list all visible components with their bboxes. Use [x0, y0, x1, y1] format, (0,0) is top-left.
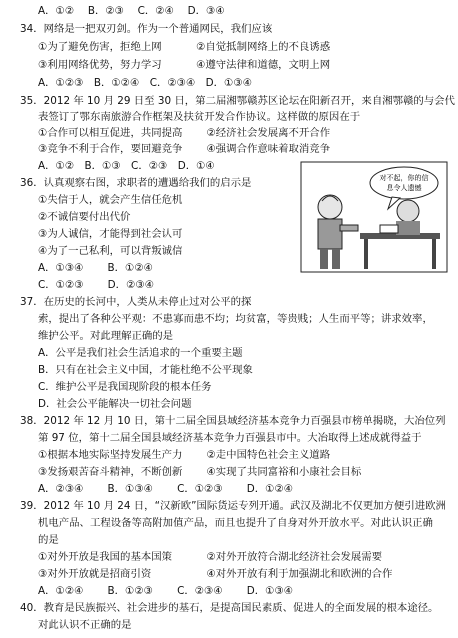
- text-line: A．①② B．②③ C．②④ D．③④: [38, 5, 225, 17]
- text-line: 的是: [38, 534, 59, 546]
- text-line: D．社会公平能解决一切社会问题: [38, 398, 192, 410]
- text-line: A．①③④ B．①②④: [38, 262, 153, 274]
- text-line: ③利用网络优势，努力学习 ④遵守法律和道德，文明上网: [38, 59, 331, 71]
- text-line: ③为人诚信，才能得到社会认可: [38, 228, 183, 240]
- question-line: 36．认真观察右图，求职者的遭遇给我们的启示是: [20, 177, 252, 189]
- text-line: ①对外开放是我国的基本国策 ②对外开放符合湖北经济社会发展需要: [38, 551, 383, 563]
- text-line: ①合作可以相互促进，共同提高 ②经济社会发展离不开合作: [38, 127, 331, 139]
- text-line: ②不诚信要付出代价: [38, 211, 131, 223]
- text-line: B．只有在社会主义中国，才能杜绝不公平现象: [38, 364, 253, 376]
- text-line: A．公平是我们社会生活追求的一个重要主题: [38, 347, 243, 359]
- text-line: A．②③④ B．①③④ C．①②③ D．①②④: [38, 483, 294, 495]
- text-line: ③竞争不利于合作，要回避竞争 ④强调合作意味着取消竞争: [38, 143, 331, 155]
- question-line: 40．教育是民族振兴、社会进步的基石，是提高国民素质、促进人的全面发展的根本途径。: [20, 602, 439, 614]
- text-line: 机电产品、工程设备等高附加值产品，而且也提升了自身对外开放水平。对此认识正确: [38, 517, 433, 529]
- text-line: ①失信于人，就会产生信任危机: [38, 194, 183, 206]
- question-line: 37．在历史的长河中，人类从未停止过对公平的探: [20, 296, 252, 308]
- text-line: 第 97 位，第十二届全国县域经济基本竞争力百强县市中。大冶取得上述成就得益于: [38, 432, 422, 444]
- text-line: ④为了一己私利，可以背叛诚信: [38, 245, 183, 257]
- bubble-text-line1: 对不起，你的信: [379, 174, 429, 182]
- text-line: 索，提出了各种公平观：不患寡而患不均；均贫富，等贵贱；人生而平等；讲求效率，: [38, 313, 433, 325]
- text-line: 表签订了鄂东南旅游合作框架及扶贫开发合作协议。这样做的原因在于: [38, 111, 361, 123]
- text-line: ①根据本地实际坚持发展生产力 ②走中国特色社会主义道路: [38, 449, 331, 461]
- text-line: 对此认识不正确的是: [38, 619, 132, 631]
- question-line: 39．2012 年 10 月 24 日，“汉新欧”国际货运专列开通。武汉及湖北不仅更加方便引进欧洲: [20, 500, 446, 512]
- text-line: 维护公平。对此理解正确的是: [38, 330, 174, 342]
- speech-bubble: [370, 167, 438, 199]
- question-line: 38．2012 年 12 月 10 日，第十二届全国县域经济基本竞争力百强县市榜单揭晓，大冶位列: [20, 415, 446, 427]
- bubble-text-line2: 息令人遗憾: [386, 184, 422, 192]
- text-line: ①为了避免伤害，拒绝上网 ②自觉抵制网络上的不良诱惑: [38, 41, 331, 53]
- question-line: 34．网络是一把双刃剑。作为一个普通网民，我们应该: [20, 23, 273, 35]
- text-line: ③发扬艰苦奋斗精神，不断创新 ④实现了共同富裕和小康社会目标: [38, 466, 362, 478]
- text-line: C．维护公平是我国现阶段的根本任务: [38, 381, 212, 393]
- text-line: A．①② B．①③ C．②③ D．①④: [38, 160, 215, 172]
- text-line: C．①②③ D．②③④: [38, 279, 155, 291]
- cartoon-illustration: [300, 161, 448, 273]
- text-line: A．①②③ B．①②④ C．②③④ D．①③④: [38, 77, 253, 89]
- question-line: 35．2012 年 10 月 29 日至 30 日，第二届湘鄂赣苏区论坛在阳新召开，来自湘鄂赣的与会代: [20, 95, 455, 107]
- text-line: ③对外开放就是招商引资 ④对外开放有利于加强湖北和欧洲的合作: [38, 568, 393, 580]
- text-line: A．①②④ B．①②③ C．②③④ D．①③④: [38, 585, 294, 597]
